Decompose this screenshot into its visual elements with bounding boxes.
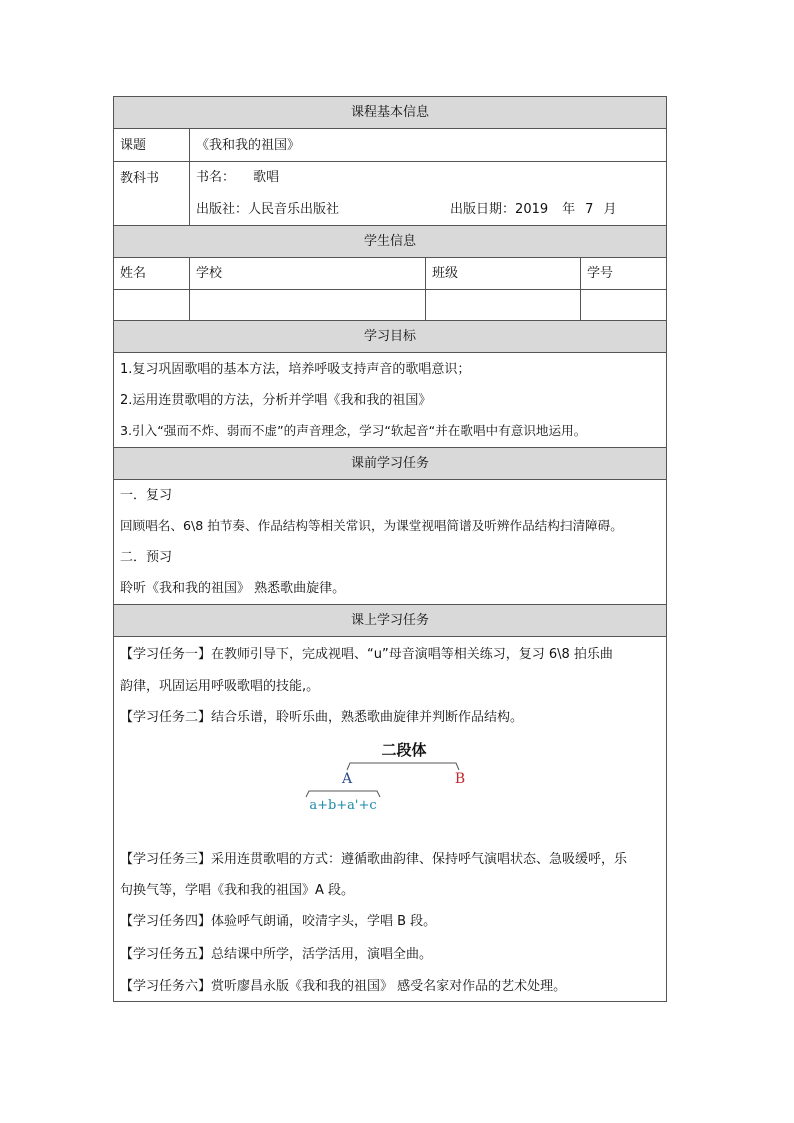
class-label: 班级 bbox=[426, 258, 581, 290]
part-a-label: A bbox=[341, 771, 353, 787]
publisher-row bbox=[190, 194, 667, 226]
class-field[interactable] bbox=[426, 290, 581, 321]
class-task-3-line-1: 【学习任务三】采用连贯歌唱的方式：遵循歌曲韵律、保持呼气演唱状态、急吸缓呼，乐 bbox=[120, 851, 628, 867]
class-task-2: 【学习任务二】结合乐谱，聆听乐曲，熟悉歌曲旋律并判断作品结构。 bbox=[120, 710, 524, 725]
pre-task-item: 聆听《我和我的祖国》 熟悉歌曲旋律。 bbox=[120, 581, 346, 596]
pre-task-item: 回顾唱名、6\8 拍节奏、作品结构等相关常识，为课堂视唱简谱及听辨作品结构扫清障碍。 bbox=[120, 518, 623, 534]
textbook-label: 教科书 bbox=[114, 162, 190, 226]
class-task-6: 【学习任务六】赏听廖昌永版《我和我的祖国》 感受名家对作品的艺术处理。 bbox=[120, 978, 567, 994]
topic-label: 课题 bbox=[114, 129, 190, 162]
section-header-objectives: 学习目标 bbox=[114, 321, 667, 353]
objective-item: 2.运用连贯歌唱的方法，分析并学唱《我和我的祖国》 bbox=[120, 393, 432, 408]
objective-item: 1.复习巩固歌唱的基本方法，培养呼吸支持声音的歌唱意识； bbox=[120, 361, 471, 377]
diagram-title: 二段体 bbox=[381, 741, 427, 759]
school-field[interactable] bbox=[190, 290, 426, 321]
month-unit: 月 bbox=[603, 201, 617, 217]
school-label: 学校 bbox=[190, 258, 426, 290]
class-task-5: 【学习任务五】总结课中所学，活学活用，演唱全曲。 bbox=[120, 946, 433, 962]
binary-form-svg bbox=[120, 733, 660, 843]
publisher-label: 出版社： bbox=[196, 201, 249, 217]
class-task-3-line-2: 句换气等，学唱《我和我的祖国》A 段。 bbox=[120, 883, 355, 898]
class-task-1-line-2: 韵律，巩固运用呼吸歌唱的技能,。 bbox=[120, 679, 320, 694]
section-header-pre-tasks: 课前学习任务 bbox=[114, 448, 667, 480]
publisher-value: 人民音乐出版社 bbox=[248, 201, 340, 217]
section-header-basic-info: 课程基本信息 bbox=[114, 97, 667, 129]
binary-form-diagram bbox=[120, 733, 660, 843]
pub-month: 7 bbox=[585, 201, 594, 217]
lesson-plan-table bbox=[113, 96, 667, 1002]
pubdate-label: 出版日期： bbox=[450, 201, 516, 217]
topic-value: 《我和我的祖国》 bbox=[190, 129, 667, 162]
book-name-label: 书名： bbox=[196, 170, 236, 186]
lesson-plan-sheet bbox=[113, 96, 666, 1002]
name-label: 姓名 bbox=[114, 258, 190, 290]
pre-tasks-list bbox=[114, 480, 667, 605]
part-a-bracket bbox=[306, 791, 380, 797]
objective-item: 3.引入“强而不炸、弱而不虚”的声音理念，学习“软起音“并在歌唱中有意识地运用。 bbox=[120, 423, 587, 439]
class-tasks-list bbox=[114, 637, 667, 1002]
pre-task-heading-review: 一．复习 bbox=[120, 488, 173, 503]
student-id-field[interactable] bbox=[581, 290, 667, 321]
binary-form-bracket bbox=[347, 763, 459, 770]
objectives-list bbox=[114, 353, 667, 448]
class-task-1-line-1: 【学习任务一】在教师引导下，完成视唱、“u”母音演唱等相关练习，复习 6\8 拍乐曲 bbox=[120, 646, 613, 662]
section-header-class-tasks: 课上学习任务 bbox=[114, 605, 667, 637]
student-id-label: 学号 bbox=[581, 258, 667, 290]
section-header-student-info: 学生信息 bbox=[114, 226, 667, 258]
book-name-value: 歌唱 bbox=[253, 170, 280, 186]
pub-year: 2019 bbox=[515, 201, 549, 217]
class-task-4: 【学习任务四】体验呼气朗诵，咬清字头，学唱 B 段。 bbox=[120, 914, 437, 929]
part-a-structure: a+b+a'+c bbox=[309, 798, 377, 813]
year-unit: 年 bbox=[562, 201, 576, 217]
part-b-label: B bbox=[454, 771, 466, 787]
pre-task-heading-preview: 二．预习 bbox=[120, 550, 173, 565]
name-field[interactable] bbox=[114, 290, 190, 321]
book-name-row bbox=[190, 162, 667, 194]
